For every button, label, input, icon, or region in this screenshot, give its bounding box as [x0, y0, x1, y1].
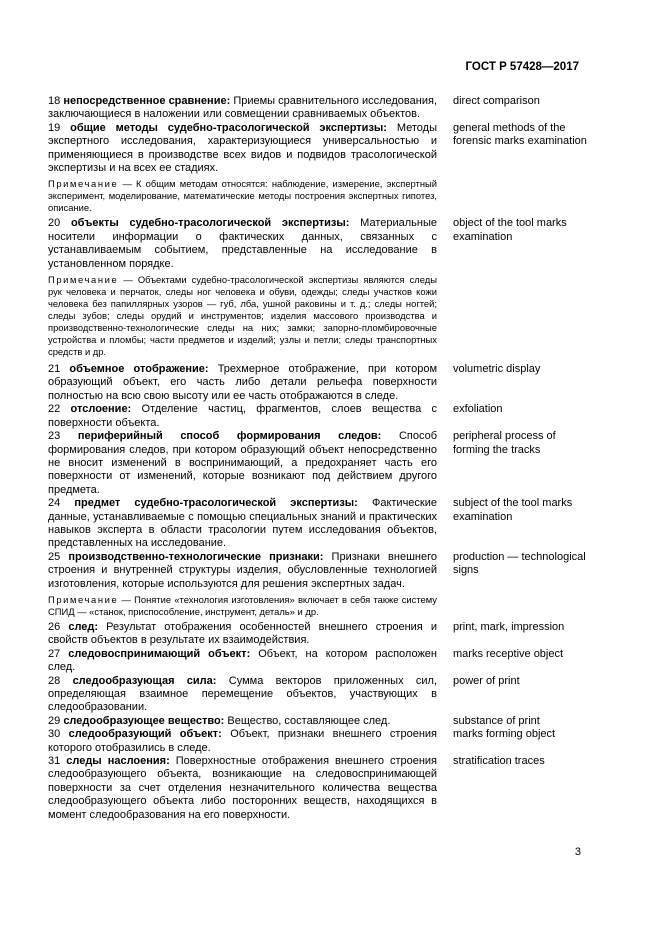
- entry-text: Отделение частиц, фрагментов, слоев вещества с поверхности объекта.: [48, 403, 437, 429]
- entry-number: 22: [48, 403, 61, 416]
- entry-definition: [48, 430, 437, 497]
- entry-number: 20: [48, 217, 61, 230]
- entry-english-term: direct comparison: [453, 95, 540, 107]
- entry-number: 29: [48, 714, 61, 727]
- entry-definition: [48, 403, 437, 430]
- entry-definition: [48, 363, 437, 403]
- entry-number: 24: [48, 497, 61, 510]
- entry-english-term: marks forming object: [453, 728, 556, 741]
- entry-english-term: volumetric display: [453, 363, 541, 376]
- page-number: 3: [574, 846, 581, 858]
- entry-english-term: production — technological signs: [453, 550, 586, 577]
- entry-number: 27: [48, 647, 61, 660]
- entry-number: 30: [48, 728, 61, 741]
- entry-note: [48, 594, 437, 618]
- entry-text: Фактические данные, устанавливаемые с помощью специальных знаний и практических навыков эксперта в области трасологии путем исследования объектов, представленных на исследование.: [48, 497, 437, 550]
- glossary-entry: [48, 217, 588, 271]
- entry-definition: [48, 621, 437, 648]
- entry-term: следообразующий объект:: [68, 728, 222, 741]
- note-text: — К общим методам относятся: наблюдение, измерение, экспертный эксперимент, моделирование, математические методы построения экспертных гипотез, описание.: [48, 178, 437, 214]
- entry-term: отслоение:: [70, 403, 132, 416]
- entry-number: 26: [48, 620, 61, 633]
- entry-text: Результат отображения особенностей внешнего строения и свойств объектов в результате их взаимодействия.: [48, 620, 437, 647]
- entry-definition: [48, 497, 437, 551]
- glossary-entry: [48, 715, 588, 728]
- entry-text: Объект, признаки внешнего строения которого отобразились в следе.: [48, 728, 438, 754]
- entry-term: объекты судебно-трасологической экспертизы:: [70, 217, 350, 230]
- entry-english-term: peripheral process of forming the tracks: [453, 430, 556, 456]
- glossary-entry: [48, 497, 588, 551]
- entry-number: 28: [48, 674, 61, 687]
- entry-definition: [48, 648, 437, 675]
- glossary-entry: [48, 363, 588, 403]
- entry-term: периферийный способ формирования следов:: [77, 430, 382, 443]
- glossary-entry: [48, 675, 588, 715]
- entry-definition: [48, 95, 437, 122]
- entry-term: следообразующее вещество:: [63, 714, 225, 727]
- glossary-entry: [48, 755, 588, 822]
- entry-english-term: marks receptive object: [453, 647, 564, 660]
- entry-note: [48, 178, 437, 214]
- entry-number: 21: [48, 363, 61, 376]
- note-label: Примечание: [48, 274, 119, 286]
- entry-text: Способ формирования следов, при котором образующий объект непосредственно не вносит изменений в воспринимающий, а предохраняет часть его поверхности от изменений, которые возникают под действием другого предмета.: [48, 430, 437, 496]
- entry-number: 19: [48, 121, 61, 134]
- entry-term: объемное отображение:: [69, 363, 209, 376]
- note-text: — Объектами судебно-трасологической экспертизы являются следы рук человека и перчаток, следы ног человека и обуви, одежды; следы участков кожи человека без папиллярных узоров — губ, лба, ушной раковины и т. д.; следы ногтей; следы зубов; следы орудий и инструментов; изделия массового производства и производственно-технологические следы на них; замки; запорно-пломбировочные устройства и пломбы; части предметов и изделий; узлы и петли; следы транспортных средств и др.: [48, 274, 437, 358]
- entry-text: Методы экспертного исследования, характеризующиеся универсальностью и применяющиеся в производстве всех видов и подвидов трасологической экспертизы и на всех ее стадиях.: [48, 121, 437, 175]
- entry-number: 31: [48, 755, 61, 768]
- entry-term: следовоспринимающий объект:: [68, 647, 251, 660]
- entry-term: следообразующая сила:: [72, 674, 217, 687]
- entry-definition: [48, 755, 437, 822]
- entry-text: Вещество, составляющее след.: [227, 714, 391, 727]
- entry-definition: [48, 217, 437, 271]
- glossary-entry: [48, 95, 588, 122]
- entry-definition: [48, 728, 437, 755]
- entry-english-term: exfoliation: [453, 403, 503, 416]
- entry-number: 25: [48, 550, 61, 563]
- glossary-body: [48, 95, 588, 822]
- note-label: Примечание: [48, 178, 119, 190]
- entry-definition: [48, 715, 437, 728]
- entry-english-term: general methods of the forensic marks examination: [453, 121, 587, 148]
- glossary-entry: [48, 430, 588, 497]
- glossary-entry: [48, 621, 588, 648]
- entry-term: следы наслоения:: [66, 755, 170, 768]
- entry-text: Объект, на котором расположен след.: [48, 647, 437, 674]
- entry-english-term: power of print: [453, 674, 520, 687]
- entry-text: Приемы сравнительного исследования, заключающиеся в наложении или совмещении сравниваемых объектов.: [48, 95, 437, 121]
- entry-number: 23: [48, 430, 61, 443]
- note-label: Примечание: [48, 593, 119, 605]
- glossary-entry: [48, 122, 588, 176]
- glossary-entry: [48, 403, 588, 430]
- glossary-entry: [48, 728, 588, 755]
- entry-english-term: substance of print: [453, 714, 540, 727]
- note-text: — Понятие «технология изготовления» включает в себя также систему СПИД — «станок, приспособление, инструмент, деталь» и др.: [48, 593, 437, 617]
- entry-text: Трехмерное отображение, при котором образующий объект, его часть либо детали рельефа поверхности полностью на всю свою высоту или ее часть отображаются в следе.: [48, 363, 438, 402]
- entry-term: предмет судебно-трасологической экспертизы:: [74, 497, 358, 510]
- entry-term: общие методы судебно-трасологической экспертизы:: [70, 121, 387, 134]
- entry-term: след:: [68, 620, 99, 633]
- entry-term: производственно-технологические признаки:: [68, 550, 324, 563]
- entry-definition: [48, 122, 437, 176]
- entry-english-term: object of the tool marks examination: [453, 217, 567, 243]
- document-header: ГОСТ Р 57428—2017: [465, 61, 579, 73]
- entry-english-term: stratification traces: [453, 755, 545, 768]
- entry-definition: [48, 551, 437, 591]
- entry-text: Поверхностные отображения внешнего строения следообразующего объекта, возникающие на следовоспринимающей поверхности за счет отделения незначительного количества вещества следообразующего объекта либо посторонних веществ, находящихся в момент следообразования на его поверхности.: [48, 755, 438, 821]
- entry-note: [48, 274, 437, 358]
- glossary-entry: [48, 551, 588, 591]
- entry-definition: [48, 675, 437, 715]
- glossary-entry: [48, 648, 588, 675]
- entry-english-term: print, mark, impression: [453, 620, 565, 633]
- entry-english-term: subject of the tool marks examination: [453, 497, 573, 523]
- entry-text: Материальные носители информации о фактических данных, связанных с устанавливаемым событием, представленные на исследование в установленном порядке.: [48, 217, 437, 270]
- entry-number: 18: [48, 95, 61, 107]
- entry-term: непосредственное сравнение:: [63, 95, 231, 107]
- entry-text: Сумма векторов приложенных сил, определяющая взаимное перемещение объектов, участвующих в следообразовании.: [48, 674, 437, 714]
- entry-text: Признаки внешнего строения и внутренней структуры изделия, обусловленные технологией изготовления, которые используются для решения экспертных задач.: [48, 550, 437, 590]
